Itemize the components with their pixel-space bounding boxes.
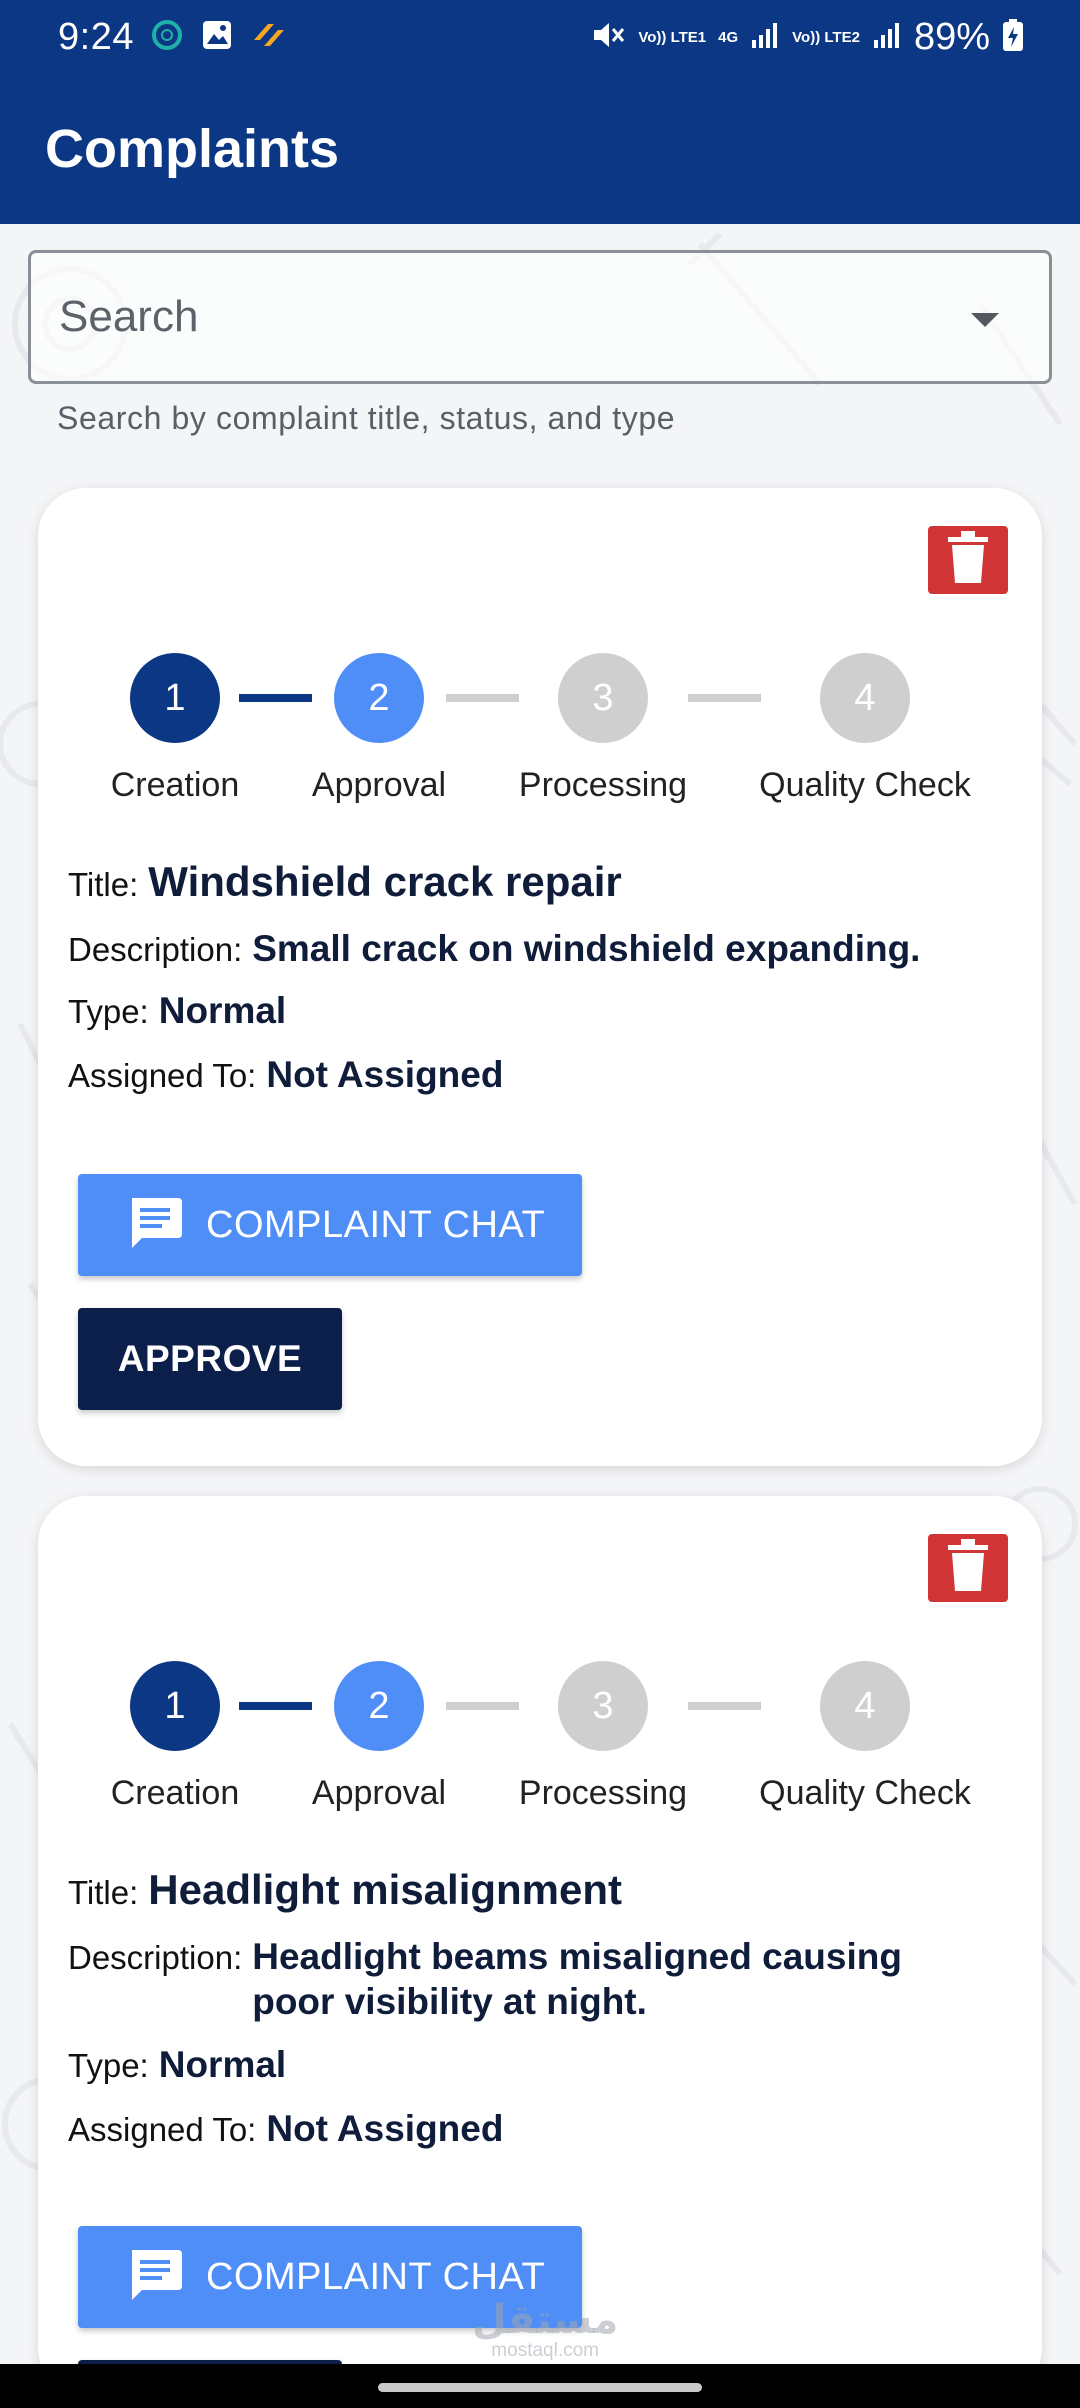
delete-button[interactable] [928, 1534, 1008, 1602]
search-input[interactable] [59, 292, 959, 342]
type-label: Type: [68, 993, 149, 1030]
step-4-circle: 4 [820, 653, 910, 743]
step-label: Quality Check [759, 1774, 971, 1812]
delete-button[interactable] [928, 526, 1008, 594]
page-title: Complaints [45, 119, 340, 179]
description-row [68, 1934, 992, 2024]
sim1-label: Vo)) LTE1 [638, 28, 707, 46]
step-connector [446, 1702, 519, 1710]
assigned-to: Not Assigned [266, 2108, 504, 2149]
network-type: 4G [718, 28, 739, 46]
complaint-description: Headlight beams misaligned causing poor visibility at night. [252, 1936, 902, 2022]
complaint-description: Small crack on windshield expanding. [252, 928, 921, 969]
complaint-chat-button[interactable] [78, 1174, 582, 1276]
step-label: Approval [311, 1774, 447, 1812]
step-2-circle: 2 [334, 1661, 424, 1751]
step-label: Creation [110, 766, 240, 804]
chat-button-label: COMPLAINT CHAT [206, 1203, 546, 1246]
step-label: Processing [518, 766, 688, 804]
mute-icon [590, 17, 626, 58]
step-label: Creation [110, 1774, 240, 1812]
step-connector [446, 694, 519, 702]
title-label: Title: [68, 866, 139, 903]
chat-icon [126, 1194, 184, 1257]
complaint-title: Windshield crack repair [148, 858, 622, 905]
watermark-arabic: مستقل [472, 2298, 619, 2342]
step-label: Processing [518, 1774, 688, 1812]
step-connector [239, 1702, 312, 1710]
assigned-row [68, 1054, 503, 1096]
assigned-row [68, 2108, 503, 2150]
watermark-latin: mostaql.com [491, 2340, 599, 2361]
description-label: Description: [68, 1939, 243, 1976]
description-row [68, 926, 992, 971]
progress-stepper [38, 653, 1042, 803]
signal-icon [750, 20, 780, 55]
app-bar [0, 74, 1080, 224]
sync-icon [150, 18, 184, 57]
step-connector [688, 694, 761, 702]
complaint-card [38, 488, 1042, 1466]
title-row [68, 1866, 622, 1914]
dropdown-arrow-icon[interactable] [969, 311, 1001, 334]
complaint-type: Normal [158, 990, 287, 1031]
step-3-circle: 3 [558, 1661, 648, 1751]
trash-icon [946, 531, 990, 590]
complaint-title: Headlight misalignment [148, 1866, 623, 1913]
search-dropdown[interactable] [28, 250, 1052, 384]
sim2-label: Vo)) LTE2 [792, 28, 860, 46]
step-4-circle: 4 [820, 1661, 910, 1751]
complaint-card [38, 1496, 1042, 2396]
chat-icon [126, 2246, 184, 2309]
step-3-circle: 3 [558, 653, 648, 743]
signal-icon [872, 20, 902, 55]
step-2-circle: 2 [334, 653, 424, 743]
status-time: 9:24 [58, 15, 134, 58]
approve-button[interactable]: APPROVE [78, 1308, 342, 1410]
title-label: Title: [68, 1874, 139, 1911]
type-row [68, 990, 286, 1032]
app-notification-icon [250, 18, 288, 57]
step-label: Approval [311, 766, 447, 804]
assigned-label: Assigned To: [68, 1057, 257, 1094]
trash-icon [946, 1539, 990, 1598]
search-hint: Search by complaint title, status, and type [57, 400, 676, 436]
title-row [68, 858, 622, 906]
step-connector [688, 1702, 761, 1710]
assigned-to: Not Assigned [266, 1054, 504, 1095]
battery-charging-icon [1002, 18, 1024, 57]
gallery-icon [200, 18, 234, 57]
step-connector [239, 694, 312, 702]
type-row [68, 2044, 286, 2086]
watermark [472, 2300, 618, 2362]
step-1-circle: 1 [130, 653, 220, 743]
complaint-type: Normal [158, 2044, 287, 2085]
progress-stepper [38, 1661, 1042, 1811]
type-label: Type: [68, 2047, 149, 2084]
step-1-circle: 1 [130, 1661, 220, 1751]
status-bar [0, 0, 1080, 74]
chat-button-label: COMPLAINT CHAT [206, 2255, 546, 2298]
home-gesture-handle[interactable] [378, 2383, 702, 2392]
battery-percent: 89% [913, 15, 990, 58]
system-nav-bar [0, 2364, 1080, 2408]
description-label: Description: [68, 931, 243, 968]
assigned-label: Assigned To: [68, 2111, 257, 2148]
step-label: Quality Check [759, 766, 971, 804]
